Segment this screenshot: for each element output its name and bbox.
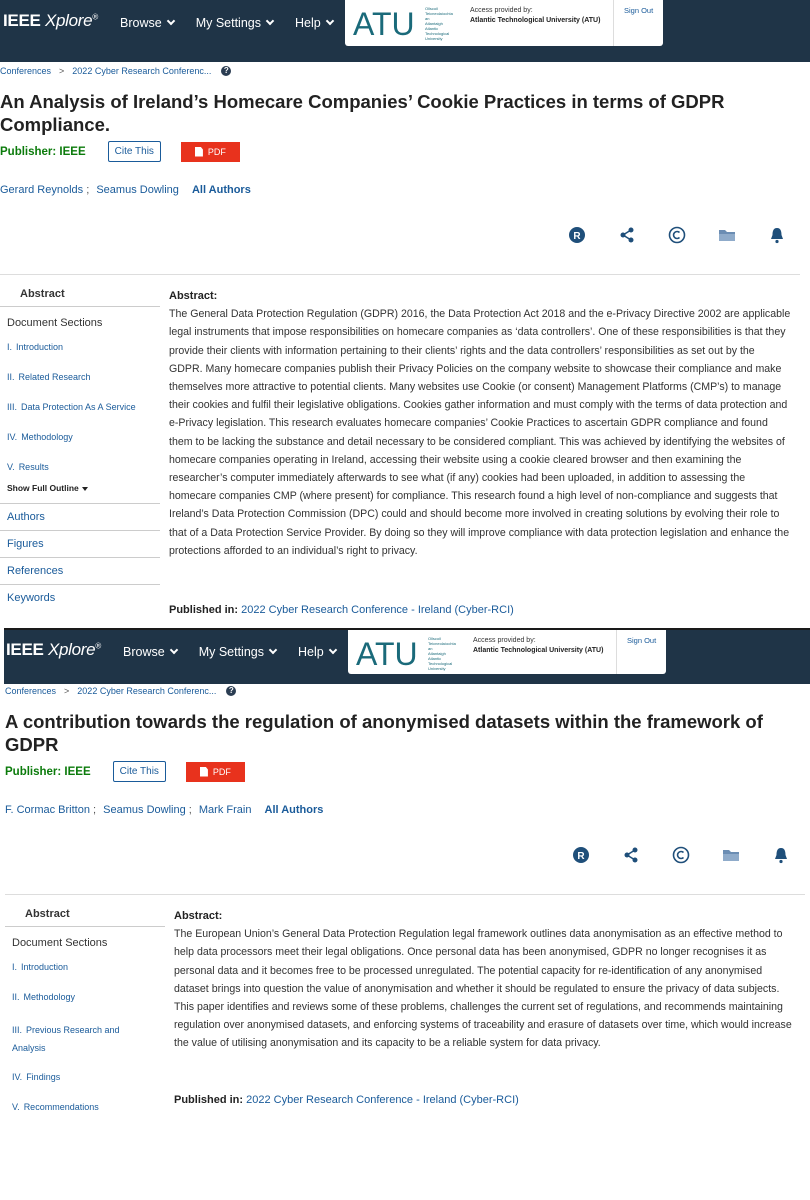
- publisher-row: [5, 761, 245, 782]
- authors-row: F. Cormac Britton ; Seamus Dowling ; Mark Frain All Authors: [5, 804, 324, 816]
- ieee-xplore-logo[interactable]: IEEE Xplore®: [3, 11, 98, 30]
- publisher-label: Publisher: IEEE: [0, 145, 86, 158]
- document-sections-heading: Document Sections: [7, 317, 103, 329]
- main-nav: [123, 645, 336, 659]
- sidebar: [5, 902, 165, 1113]
- section-link[interactable]: V. Recommendations: [12, 1102, 99, 1112]
- share-icon[interactable]: [622, 846, 640, 864]
- nav-my-settings[interactable]: My Settings: [199, 645, 276, 659]
- chevron-down-icon: [325, 17, 333, 25]
- breadcrumb-separator: >: [64, 686, 70, 696]
- section-link[interactable]: II. Related Research: [7, 372, 91, 382]
- main-nav: [120, 16, 333, 30]
- sign-out-link[interactable]: Sign Out: [613, 0, 653, 46]
- authors-row: Gerard Reynolds ; Seamus Dowling All Authors: [0, 184, 251, 196]
- breadcrumb-conference[interactable]: 2022 Cyber Research Conferenc...: [72, 66, 212, 76]
- abstract-section: [169, 287, 791, 560]
- screenshot-2: [0, 628, 810, 1200]
- pdf-icon: [200, 767, 208, 777]
- nav-my-settings[interactable]: My Settings: [196, 16, 273, 30]
- sidebar-authors[interactable]: Authors: [0, 504, 160, 531]
- chevron-down-icon: [269, 646, 277, 654]
- section-link[interactable]: V. Results: [7, 462, 49, 472]
- breadcrumb-separator: >: [59, 66, 65, 76]
- breadcrumb: [5, 686, 236, 696]
- section-link[interactable]: I. Introduction: [7, 342, 64, 352]
- published-in: Published in: 2022 Cyber Research Conference - Ireland (Cyber-RCI): [174, 1094, 519, 1106]
- publisher-row: [0, 141, 240, 162]
- published-conference-link[interactable]: 2022 Cyber Research Conference - Ireland (Cyber-RCI): [241, 604, 514, 616]
- atu-logo: [356, 635, 418, 671]
- nav-browse[interactable]: Browse: [120, 16, 174, 30]
- section-link[interactable]: IV. Methodology: [7, 432, 73, 442]
- svg-text:R: R: [573, 231, 581, 242]
- access-provided: Access provided by: Atlantic Technological University (ATU): [473, 637, 604, 654]
- abstract-heading: Abstract:: [169, 290, 218, 302]
- pdf-button[interactable]: PDF: [186, 762, 245, 782]
- author-link[interactable]: Seamus Dowling: [96, 184, 179, 196]
- folder-icon[interactable]: [718, 226, 736, 244]
- ieee-xplore-logo[interactable]: IEEE Xplore®: [6, 640, 101, 659]
- abstract-section: [174, 907, 796, 1053]
- chevron-down-icon: [266, 17, 274, 25]
- document-sections-heading: Document Sections: [12, 937, 108, 949]
- author-link[interactable]: Mark Frain: [198, 804, 252, 816]
- section-link[interactable]: III. Data Protection As A Service: [7, 402, 136, 412]
- bell-icon[interactable]: [772, 846, 790, 864]
- top-navbar: [0, 0, 810, 62]
- access-provided: Access provided by: Atlantic Technological University (ATU): [470, 7, 601, 24]
- author-link[interactable]: Seamus Dowling: [103, 804, 186, 816]
- all-authors-link[interactable]: All Authors: [264, 804, 324, 816]
- institution-panel: [345, 0, 663, 46]
- sidebar-abstract[interactable]: Abstract: [0, 282, 160, 307]
- caret-down-icon: [82, 487, 88, 491]
- published-conference-link[interactable]: 2022 Cyber Research Conference - Ireland (Cyber-RCI): [246, 1094, 519, 1106]
- section-link[interactable]: IV. Findings: [12, 1072, 61, 1082]
- copyright-icon[interactable]: [672, 846, 690, 864]
- breadcrumb-conferences[interactable]: Conferences: [5, 686, 57, 696]
- svg-text:ATU: ATU: [353, 6, 415, 41]
- published-in: Published in: 2022 Cyber Research Conference - Ireland (Cyber-RCI): [169, 604, 514, 616]
- sidebar: [0, 282, 160, 611]
- abstract-text: The General Data Protection Regulation (GDPR) 2016, the Data Protection Act 2018 and the e-Privacy Directive 2002 are applicable legal instruments that impose responsibilities on homecare companies as ‘data controllers’. One of these responsibilities is that they provide their clients with information pertaining to their clients’ rights and the data controllers’ responsibilities as set out by the GDPR. Many homecare companies publish their Privacy Policies on the company website to showcase their compliance and make themselves more attractive to potential clients. Many websites use Cookie (or consent) Management Platforms (CMP’s) to manage their cookies and fulfil their legislative obligations. Cookies gather information and must comply with the terms of data protection and e-Privacy legislation. This research evaluates homecare companies’ Cookie Practices to ascertain GDPR compliance and found them to be lacking the substance and detail necessary to be considered compliant. This was achieved by identifying the websites of homecare companies operating in Ireland, accessing their website using a cookie cleared browser and then examining the researcher’s computer immediately afterwards to see what (if any) cookies had been uploaded, in addition to assessing the homecare companies CMP (where present) for compliance. This research found a high level of non-compliance and suggests that Ireland’s Data Protection Commission (DPC) could and should become more involved in creating solutions by evolving their role to that of a Data Protection Service Provider. By doing so they will improve compliance with data protection legislation and enhance the protections afforded to an individual’s right to privacy.: [169, 308, 791, 557]
- copyright-icon[interactable]: [668, 226, 686, 244]
- chevron-down-icon: [166, 17, 174, 25]
- divider: [0, 274, 800, 275]
- cite-this-button[interactable]: Cite This: [108, 141, 161, 162]
- rights-icon[interactable]: [572, 846, 590, 864]
- svg-text:ATU: ATU: [356, 636, 418, 671]
- all-authors-link[interactable]: All Authors: [191, 184, 251, 196]
- atu-small-text: Ollscoil Teicneolaíochta an Atlantaigh Atlantic Technological University: [428, 636, 456, 671]
- author-link[interactable]: Gerard Reynolds: [0, 184, 84, 196]
- sidebar-figures[interactable]: Figures: [0, 531, 160, 558]
- pdf-button[interactable]: PDF: [181, 142, 240, 162]
- nav-browse[interactable]: Browse: [123, 645, 177, 659]
- sidebar-keywords[interactable]: Keywords: [7, 592, 56, 604]
- atu-small-text: Ollscoil Teicneolaíochta an Atlantaigh Atlantic Technological University: [425, 6, 453, 41]
- folder-icon[interactable]: [722, 846, 740, 864]
- nav-help[interactable]: Help: [298, 645, 336, 659]
- author-link[interactable]: F. Cormac Britton: [5, 804, 90, 816]
- show-full-outline-button[interactable]: Show Full Outline: [0, 473, 160, 504]
- page-title: A contribution towards the regulation of anonymised datasets within the framework of GDPR: [5, 711, 763, 755]
- help-icon[interactable]: ?: [221, 66, 231, 76]
- atu-logo: [353, 5, 415, 41]
- sidebar-references[interactable]: References: [0, 558, 160, 585]
- publisher-label: Publisher: IEEE: [5, 765, 91, 778]
- section-link[interactable]: II. Methodology: [12, 992, 76, 1002]
- bell-icon[interactable]: [768, 226, 786, 244]
- help-icon[interactable]: ?: [226, 686, 236, 696]
- sidebar-abstract[interactable]: Abstract: [5, 902, 165, 927]
- rights-icon[interactable]: [568, 226, 586, 244]
- page-title: An Analysis of Ireland’s Homecare Companies’ Cookie Practices in terms of GDPR Compliance.: [0, 91, 725, 135]
- action-icons: [572, 846, 810, 864]
- action-icons: [568, 226, 810, 244]
- top-navbar: [4, 628, 810, 684]
- sign-out-link[interactable]: Sign Out: [616, 630, 656, 674]
- abstract-text: The European Union’s General Data Protection Regulation legal framework outlines data anonymisation as an effective method to help data processors meet their legal obligations. Once personal data has been anonymised, GDPR no longer recognises it as personal data and it becomes free to be processed unregulated. The potential capacity for re-identification of any anonymised dataset brings into question the value of anonymisation and whether it should be regulated to ensure the privacy of data subjects. This paper identifies and reviews some of these problems, challenges the current set of regulations, and recommends maintaining regulation over anonymised datasets, and enforcing systems of traceability and erasure of datasets over time, which would increase the value of utilising anonymisation and its capacity to be a reliable system for data privacy.: [174, 928, 792, 1050]
- divider: [5, 894, 805, 895]
- nav-help[interactable]: Help: [295, 16, 333, 30]
- abstract-heading: Abstract:: [174, 910, 223, 922]
- section-link[interactable]: III. Previous Research and Analysis: [12, 1025, 120, 1053]
- institution-panel: [348, 630, 666, 674]
- chevron-down-icon: [169, 646, 177, 654]
- pdf-icon: [195, 147, 203, 157]
- svg-text:R: R: [577, 851, 585, 862]
- chevron-down-icon: [328, 646, 336, 654]
- section-link[interactable]: I. Introduction: [12, 962, 69, 972]
- breadcrumb: [0, 66, 231, 76]
- cite-this-button[interactable]: Cite This: [113, 761, 166, 782]
- breadcrumb-conferences[interactable]: Conferences: [0, 66, 52, 76]
- breadcrumb-conference[interactable]: 2022 Cyber Research Conferenc...: [77, 686, 217, 696]
- share-icon[interactable]: [618, 226, 636, 244]
